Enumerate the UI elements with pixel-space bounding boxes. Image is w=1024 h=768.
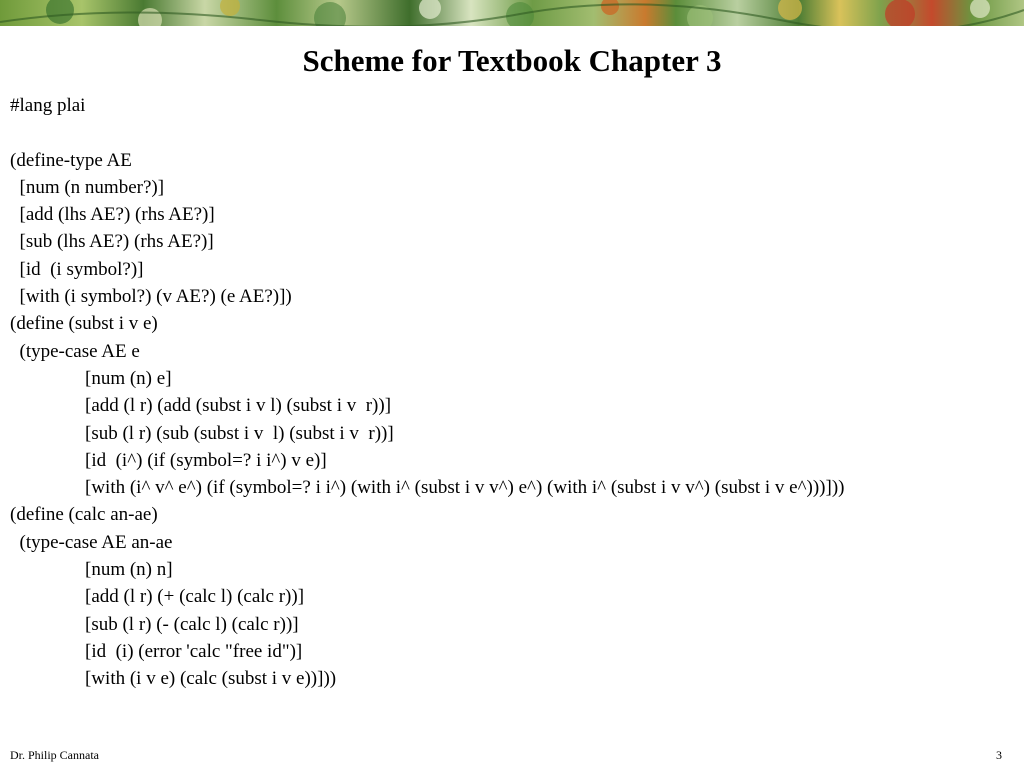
footer-author: Dr. Philip Cannata [10, 748, 99, 762]
code-line: [with (i symbol?) (v AE?) (e AE?)]) [10, 286, 292, 308]
code-block [10, 92, 1020, 693]
code-line: [add (lhs AE?) (rhs AE?)] [10, 204, 215, 226]
page-number: 3 [996, 748, 1002, 762]
code-line: [id (i^) (if (symbol=? i i^) v e)] [10, 449, 327, 471]
code-line: (define (subst i v e) [10, 313, 158, 335]
code-line: [num (n number?)] [10, 176, 165, 198]
code-line: [id (i symbol?)] [10, 258, 144, 280]
stained-glass-banner-icon [0, 0, 1024, 26]
code-line: [id (i) (error 'calc "free id")] [10, 640, 303, 662]
code-line: [sub (l r) (- (calc l) (calc r))] [10, 613, 299, 635]
code-line: (define-type AE [10, 149, 132, 171]
code-line: [add (l r) (+ (calc l) (calc r))] [10, 586, 305, 608]
code-line: [sub (lhs AE?) (rhs AE?)] [10, 231, 214, 253]
code-line: [with (i^ v^ e^) (if (symbol=? i i^) (with i^ (subst i v v^) e^) (with i^ (subst i v v^) (subst i v e^)))])) [10, 477, 845, 499]
code-line: (type-case AE an-ae [10, 531, 173, 553]
code-line: [num (n) n] [10, 559, 173, 581]
stained-glass-banner [0, 0, 1024, 26]
page-title: Scheme for Textbook Chapter 3 [302, 43, 722, 78]
code-line: #lang plai [10, 95, 86, 116]
code-line: [add (l r) (add (subst i v l) (subst i v r))] [10, 395, 392, 417]
code-line [10, 119, 1020, 146]
code-line: [num (n) e] [10, 367, 172, 389]
code-line: (type-case AE e [10, 340, 140, 362]
code-line: [sub (l r) (sub (subst i v l) (subst i v r))] [10, 422, 394, 444]
code-line: [with (i v e) (calc (subst i v e))])) [10, 668, 337, 690]
code-line: (define (calc an-ae) [10, 504, 158, 526]
